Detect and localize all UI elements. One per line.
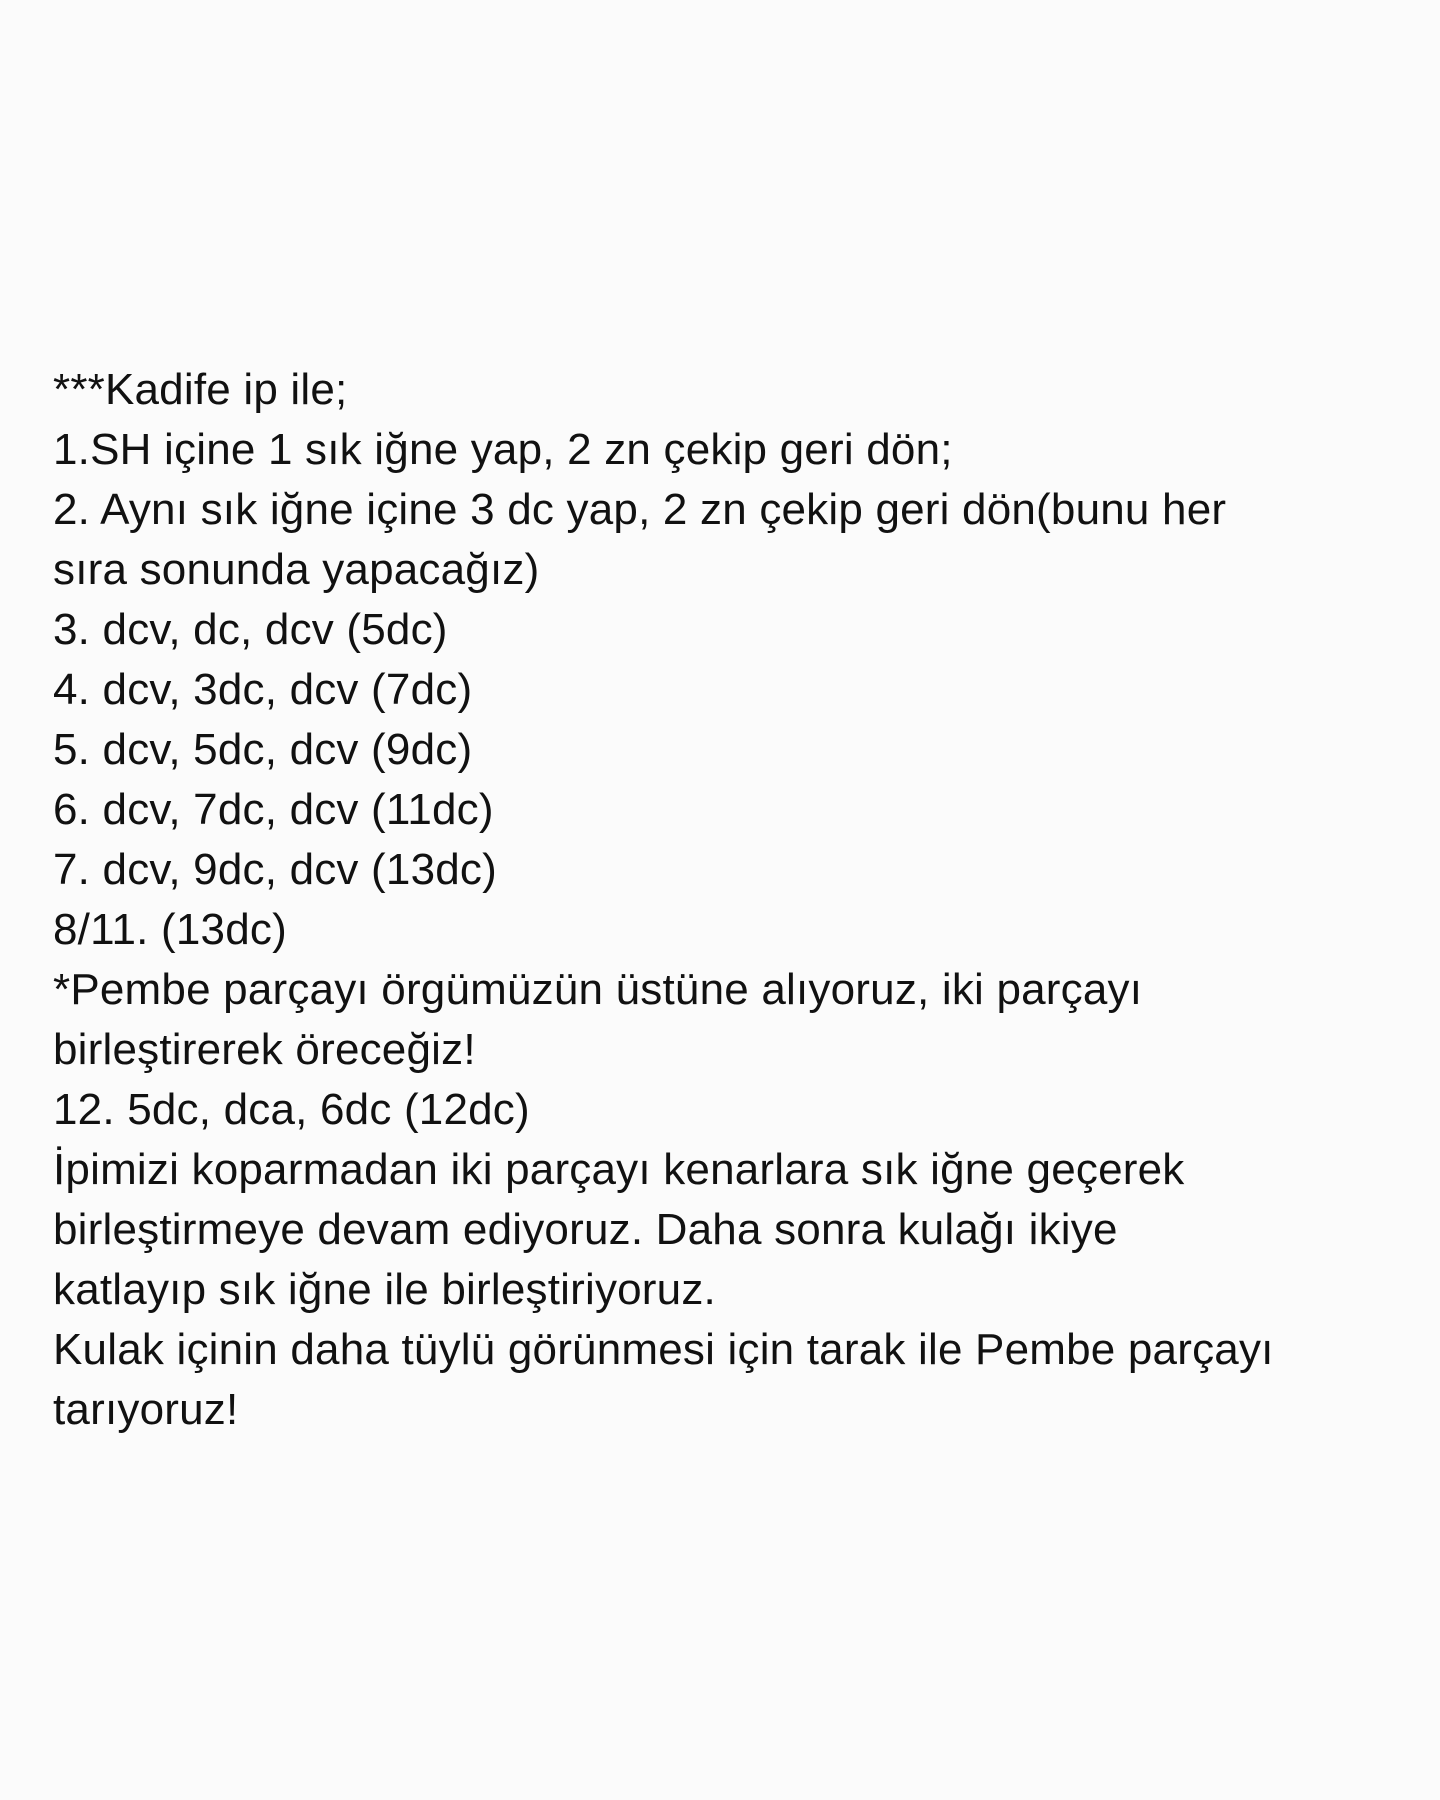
note-line: 6. dcv, 7dc, dcv (11dc) xyxy=(53,785,494,834)
note-line: 8/11. (13dc) xyxy=(53,905,287,954)
note-line: *Pembe parçayı örgümüzün üstüne alıyoruz, iki parçayı xyxy=(53,965,1143,1014)
note-line: birleştirerek öreceğiz! xyxy=(53,1025,476,1074)
note-line: 12. 5dc, dca, 6dc (12dc) xyxy=(53,1085,530,1134)
note-line: 2. Aynı sık iğne içine 3 dc yap, 2 zn çekip geri dön(bunu her xyxy=(53,485,1227,534)
note-line: 7. dcv, 9dc, dcv (13dc) xyxy=(53,845,497,894)
note-line: tarıyoruz! xyxy=(53,1385,239,1434)
note-line: ***Kadife ip ile; xyxy=(53,365,348,414)
note-line: sıra sonunda yapacağız) xyxy=(53,545,540,594)
note-line: 5. dcv, 5dc, dcv (9dc) xyxy=(53,725,473,774)
note-line: 1.SH içine 1 sık iğne yap, 2 zn çekip geri dön; xyxy=(53,425,953,474)
note-line: birleştirmeye devam ediyoruz. Daha sonra kulağı ikiye xyxy=(53,1205,1118,1254)
note-line: İpimizi koparmadan iki parçayı kenarlara sık iğne geçerek xyxy=(53,1145,1185,1194)
note-line: katlayıp sık iğne ile birleştiriyoruz. xyxy=(53,1265,716,1314)
note-line: Kulak içinin daha tüylü görünmesi için tarak ile Pembe parçayı xyxy=(53,1325,1274,1374)
note-text xyxy=(53,360,1423,1440)
note-line: 3. dcv, dc, dcv (5dc) xyxy=(53,605,448,654)
note-line: 4. dcv, 3dc, dcv (7dc) xyxy=(53,665,473,714)
